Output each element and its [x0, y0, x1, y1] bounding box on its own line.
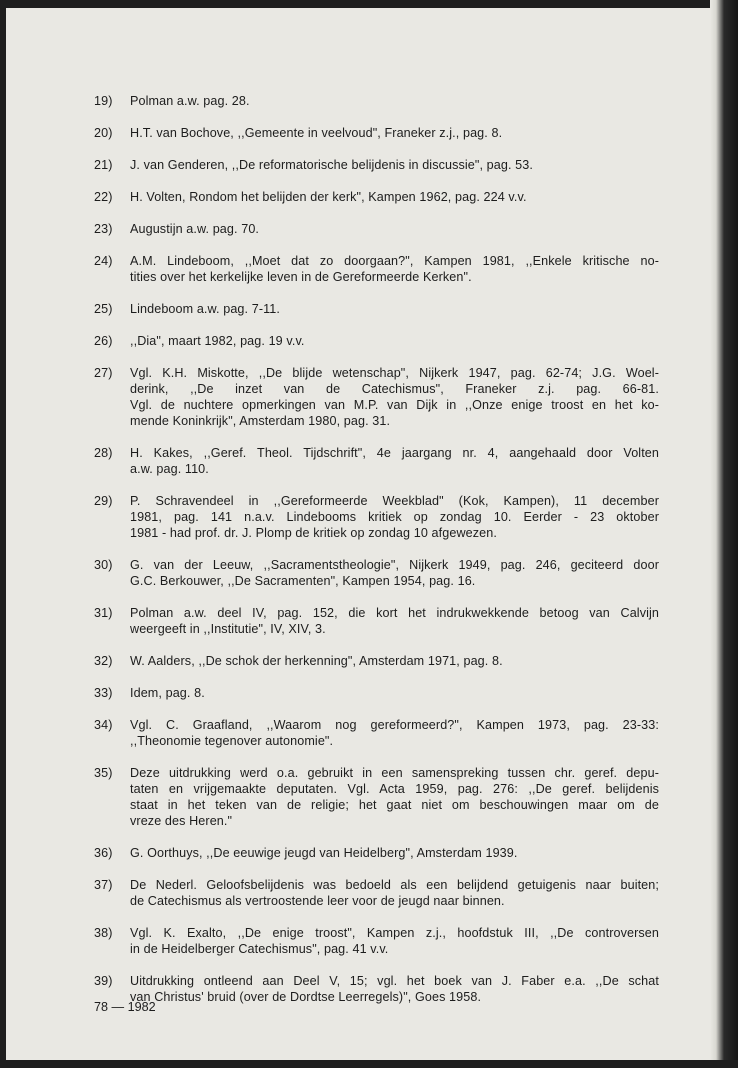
endnote-text	[130, 125, 659, 141]
endnote-item	[94, 717, 659, 749]
endnote-item	[94, 365, 659, 429]
endnote-item	[94, 189, 659, 205]
endnote-line: derink, ,,De inzet van de Catechismus", Franeker z.j. pag. 66-81.	[130, 382, 659, 396]
endnote-number: 34)	[94, 718, 113, 732]
endnote-item	[94, 445, 659, 477]
endnote-text	[130, 93, 659, 109]
endnote-text	[130, 493, 659, 541]
endnote-text	[130, 765, 659, 829]
endnote-line: J. van Genderen, ,,De reformatorische belijdenis in discussie", pag. 53.	[130, 158, 533, 172]
endnote-number: 35)	[94, 766, 113, 780]
endnote-number: 29)	[94, 494, 113, 508]
endnote-text	[130, 925, 659, 957]
endnote-item	[94, 973, 659, 1005]
endnote-line: Idem, pag. 8.	[130, 686, 205, 700]
endnote-line: ,,Dia", maart 1982, pag. 19 v.v.	[130, 334, 305, 348]
endnote-text	[130, 653, 659, 669]
endnote-line: Lindeboom a.w. pag. 7-11.	[130, 302, 280, 316]
endnote-line: weergeeft in ,,Institutie", IV, XIV, 3.	[130, 622, 326, 636]
endnote-line: vreze des Heren."	[130, 814, 233, 828]
endnote-line: Vgl. K.H. Miskotte, ,,De blijde wetenschap", Nijkerk 1947, pag. 62-74; J.G. Woel-	[130, 366, 659, 380]
endnote-text	[130, 877, 659, 909]
endnote-item	[94, 157, 659, 173]
endnote-text	[130, 445, 659, 477]
endnote-line: W. Aalders, ,,De schok der herkenning", Amsterdam 1971, pag. 8.	[130, 654, 503, 668]
endnote-text	[130, 365, 659, 429]
endnote-text	[130, 189, 659, 205]
endnote-item	[94, 845, 659, 861]
endnote-number: 30)	[94, 558, 113, 572]
endnote-line: staat in het teken van de religie; het gaat niet om beschouwingen maar om de	[130, 798, 659, 812]
endnote-line: 1981, pag. 141 n.a.v. Lindebooms kritiek op zondag 10. Eerder - 23 oktober	[130, 510, 659, 524]
endnote-item	[94, 301, 659, 317]
endnote-number: 37)	[94, 878, 113, 892]
endnote-line: A.M. Lindeboom, ,,Moet dat zo doorgaan?", Kampen 1981, ,,Enkele kritische no-	[130, 254, 659, 268]
endnote-line: Vgl. C. Graafland, ,,Waarom nog gereformeerd?", Kampen 1973, pag. 23-33:	[130, 718, 659, 732]
endnote-text	[130, 253, 659, 285]
endnote-line: van Christus' bruid (over de Dordtse Leerregels)", Goes 1958.	[130, 990, 482, 1004]
endnote-number: 22)	[94, 190, 113, 204]
endnote-item	[94, 125, 659, 141]
endnote-text	[130, 605, 659, 637]
endnote-number: 24)	[94, 254, 113, 268]
endnote-item	[94, 493, 659, 541]
scan-bottom-border	[0, 1060, 738, 1068]
endnote-item	[94, 253, 659, 285]
endnote-item	[94, 605, 659, 637]
endnote-text	[130, 221, 659, 237]
endnote-number: 23)	[94, 222, 113, 236]
endnote-number: 31)	[94, 606, 113, 620]
endnotes-list	[94, 93, 659, 1021]
endnote-number: 38)	[94, 926, 113, 940]
endnote-number: 19)	[94, 94, 113, 108]
page-footer: 78 — 1982	[94, 1000, 156, 1014]
endnote-line: De Nederl. Geloofsbelijdenis was bedoeld als een belijdend getuigenis naar buiten;	[130, 878, 659, 892]
endnote-number: 20)	[94, 126, 113, 140]
endnote-line: G. Oorthuys, ,,De eeuwige jeugd van Heidelberg", Amsterdam 1939.	[130, 846, 518, 860]
scan-right-border	[710, 0, 738, 1068]
endnote-line: mende Koninkrijk", Amsterdam 1980, pag. 31.	[130, 414, 391, 428]
endnote-item	[94, 925, 659, 957]
endnote-item	[94, 653, 659, 669]
endnote-text	[130, 973, 659, 1005]
endnote-line: P. Schravendeel in ,,Gereformeerde Weekblad" (Kok, Kampen), 11 december	[130, 494, 659, 508]
endnote-item	[94, 685, 659, 701]
endnote-line: G. van der Leeuw, ,,Sacramentstheologie", Nijkerk 1949, pag. 246, geciteerd door	[130, 558, 659, 572]
endnote-text	[130, 333, 659, 349]
endnote-number: 36)	[94, 846, 113, 860]
endnote-line: H. Volten, Rondom het belijden der kerk", Kampen 1962, pag. 224 v.v.	[130, 190, 527, 204]
scan-top-border	[0, 0, 738, 8]
endnote-number: 26)	[94, 334, 113, 348]
endnote-text	[130, 845, 659, 861]
endnote-line: Vgl. K. Exalto, ,,De enige troost", Kampen z.j., hoofdstuk III, ,,De controversen	[130, 926, 659, 940]
endnote-line: tities over het kerkelijke leven in de Gereformeerde Kerken".	[130, 270, 472, 284]
endnote-line: a.w. pag. 110.	[130, 462, 209, 476]
endnote-number: 33)	[94, 686, 113, 700]
endnote-line: H.T. van Bochove, ,,Gemeente in veelvoud", Franeker z.j., pag. 8.	[130, 126, 503, 140]
endnote-line: de Catechismus als vertroostende leer voor de jeugd naar binnen.	[130, 894, 505, 908]
endnote-text	[130, 301, 659, 317]
endnote-text	[130, 557, 659, 589]
endnote-number: 25)	[94, 302, 113, 316]
endnote-number: 32)	[94, 654, 113, 668]
endnote-number: 28)	[94, 446, 113, 460]
endnote-text	[130, 685, 659, 701]
endnote-line: 1981 - had prof. dr. J. Plomp de kritiek op zondag 10 afgewezen.	[130, 526, 497, 540]
endnote-text	[130, 717, 659, 749]
endnote-line: G.C. Berkouwer, ,,De Sacramenten", Kampen 1954, pag. 16.	[130, 574, 476, 588]
endnote-line: taten en vrijgemaakte deputaten. Vgl. Acta 1959, pag. 276: ,,De geref. belijdenis	[130, 782, 659, 796]
endnote-line: Deze uitdrukking werd o.a. gebruikt in een samenspreking tussen chr. geref. depu-	[130, 766, 659, 780]
endnote-line: Augustijn a.w. pag. 70.	[130, 222, 260, 236]
endnote-line: H. Kakes, ,,Geref. Theol. Tijdschrift", 4e jaargang nr. 4, aangehaald door Volten	[130, 446, 659, 460]
endnote-line: ,,Theonomie tegenover autonomie".	[130, 734, 334, 748]
endnote-item	[94, 877, 659, 909]
endnote-item	[94, 333, 659, 349]
endnote-number: 21)	[94, 158, 113, 172]
endnote-number: 39)	[94, 974, 113, 988]
endnote-line: Uitdrukking ontleend aan Deel V, 15; vgl. het boek van J. Faber e.a. ,,De schat	[130, 974, 659, 988]
endnote-line: in de Heidelberger Catechismus", pag. 41 v.v.	[130, 942, 389, 956]
endnote-line: Polman a.w. pag. 28.	[130, 94, 250, 108]
endnote-item	[94, 221, 659, 237]
endnote-text	[130, 157, 659, 173]
endnote-number: 27)	[94, 366, 113, 380]
endnote-item	[94, 93, 659, 109]
endnote-item	[94, 765, 659, 829]
document-page	[6, 8, 710, 1060]
endnote-item	[94, 557, 659, 589]
endnote-line: Polman a.w. deel IV, pag. 152, die kort het indrukwekkende betoog van Calvijn	[130, 606, 659, 620]
endnote-line: Vgl. de nuchtere opmerkingen van M.P. van Dijk in ,,Onze enige troost en het ko-	[130, 398, 659, 412]
